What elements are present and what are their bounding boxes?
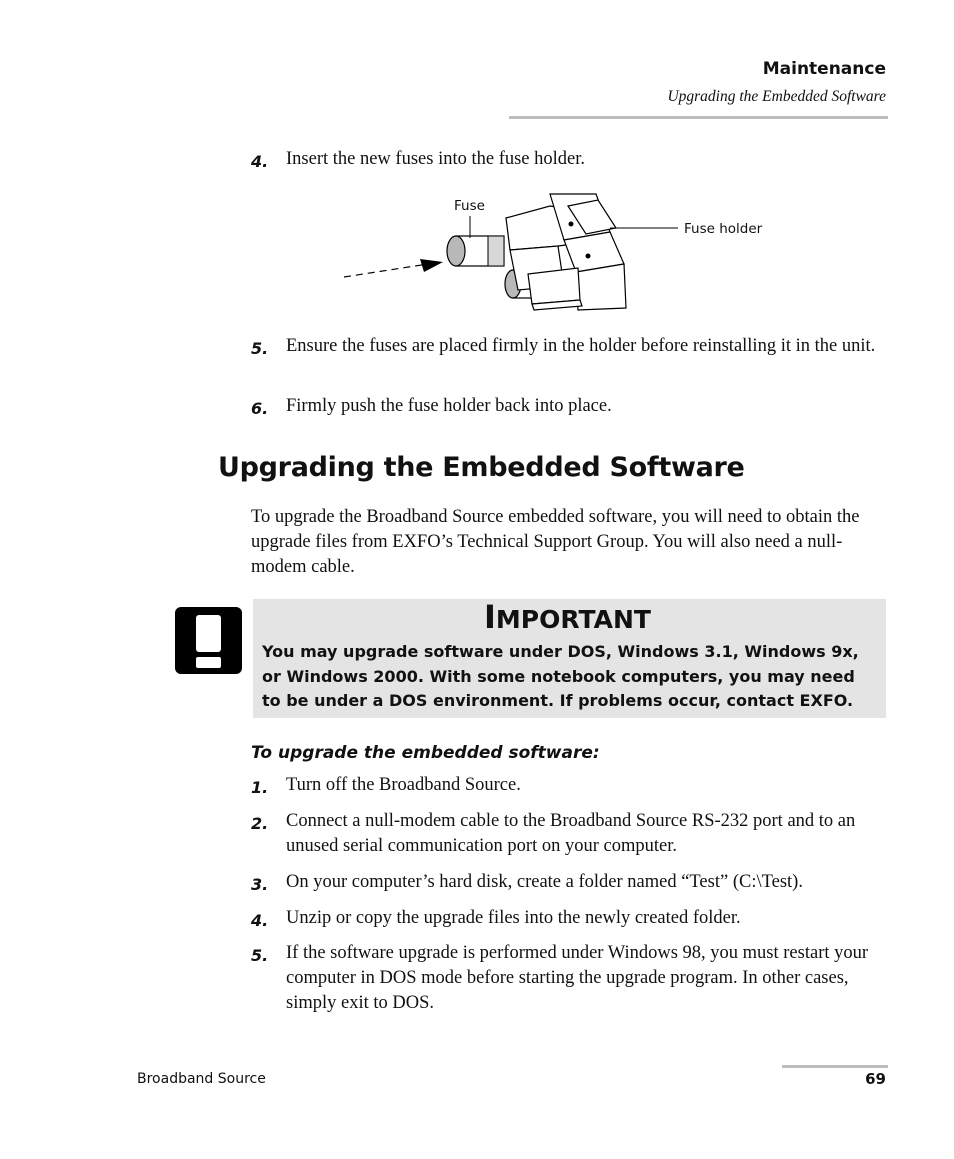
step-text: On your computer’s hard disk, create a folder named “Test” (C:\Test). xyxy=(286,872,803,892)
step-text: Unzip or copy the upgrade files into the newly created folder. xyxy=(286,908,741,928)
step-text: Firmly push the fuse holder back into place. xyxy=(286,396,612,416)
important-title xyxy=(484,600,651,637)
step-item xyxy=(251,334,891,359)
insert-arrow-line xyxy=(344,264,428,277)
step-item xyxy=(251,147,891,172)
step-number: 6. xyxy=(251,399,269,418)
step-text: Connect a null-modem cable to the Broadband Source RS-232 port and to an unused serial communication port on your computer. xyxy=(286,811,856,856)
step-number: 3. xyxy=(251,875,269,894)
procedure-step xyxy=(251,870,891,895)
section-intro: To upgrade the Broadband Source embedded software, you will need to obtain the upgrade files from EXFO’s Technical Support Group. You will also need a null-modem cable. xyxy=(251,507,860,577)
step-item xyxy=(251,394,891,419)
important-icon xyxy=(175,607,242,674)
fuse-top xyxy=(447,236,504,266)
fuse-label: Fuse xyxy=(454,198,485,214)
important-text: You may upgrade software under DOS, Windows 3.1, Windows 9x, or Windows 2000. With some notebook computers, you may need to be under a DOS environment. If problems occur, contact EXFO. xyxy=(262,642,859,710)
step-number: 2. xyxy=(251,814,269,833)
insert-arrow-head xyxy=(420,259,443,272)
step-text: If the software upgrade is performed under Windows 98, you must restart your computer in DOS mode before starting the upgrade program. In other cases, simply exit to DOS. xyxy=(286,943,869,1013)
footer-product: Broadband Source xyxy=(137,1071,266,1087)
step-text: Insert the new fuses into the fuse holder. xyxy=(286,149,586,169)
fuse-holder-figure xyxy=(338,188,778,313)
running-header-section: Upgrading the Embedded Software xyxy=(667,88,886,105)
step-text: Turn off the Broadband Source. xyxy=(286,775,521,795)
procedure-step xyxy=(251,941,891,1016)
step-number: 4. xyxy=(251,152,269,171)
important-title-initial: I xyxy=(484,598,496,636)
step-number: 1. xyxy=(251,778,269,797)
header-rule xyxy=(509,116,888,119)
page-number: 69 xyxy=(865,1070,886,1088)
running-header-chapter: Maintenance xyxy=(762,59,886,79)
section-heading: Upgrading the Embedded Software xyxy=(218,452,745,483)
step-number: 4. xyxy=(251,911,269,930)
step-number: 5. xyxy=(251,339,269,358)
procedure-title: To upgrade the embedded software: xyxy=(251,743,600,763)
procedure-step xyxy=(251,809,891,859)
step-number: 5. xyxy=(251,946,269,965)
procedure-step xyxy=(251,773,891,798)
important-title-rest: MPORTANT xyxy=(495,605,651,634)
fuse-holder-label: Fuse holder xyxy=(684,221,763,237)
procedure-step xyxy=(251,906,891,931)
footer-rule xyxy=(782,1065,888,1068)
step-text: Ensure the fuses are placed firmly in the holder before reinstalling it in the unit. xyxy=(286,336,876,356)
